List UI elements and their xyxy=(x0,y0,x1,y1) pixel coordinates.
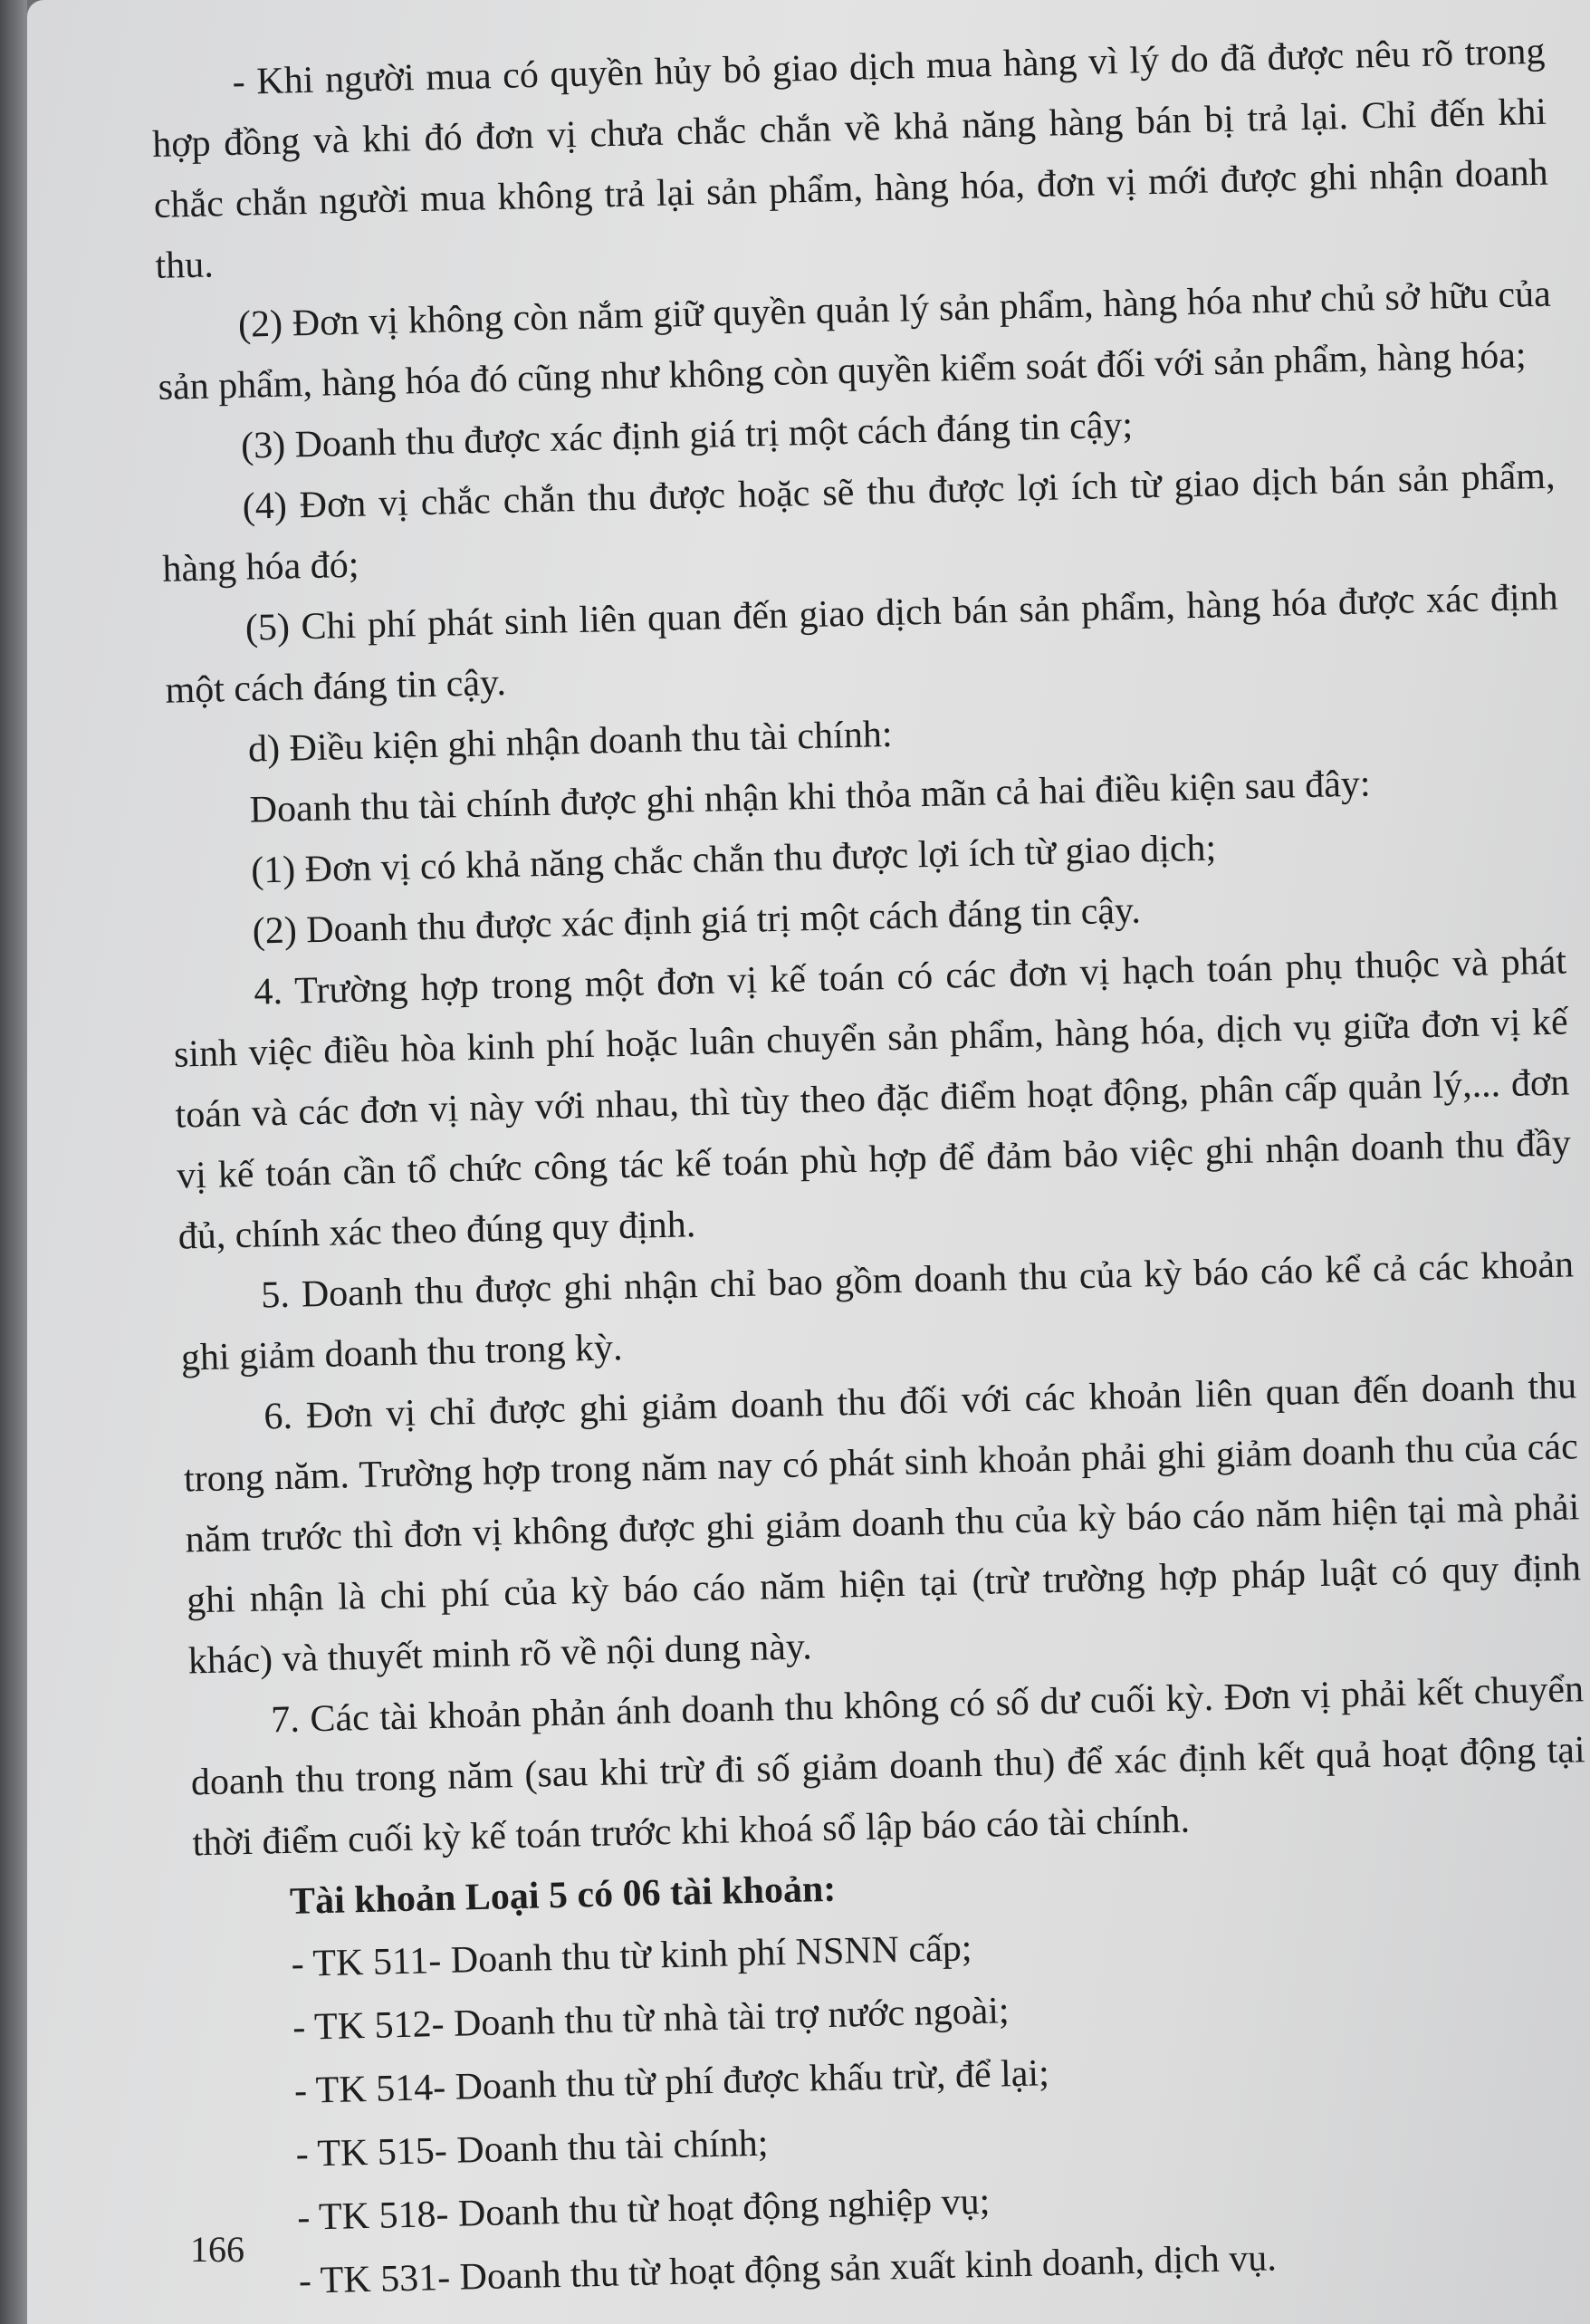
account-item-515: - TK 515- Doanh thu tài chính; xyxy=(295,2122,769,2175)
account-item-531: - TK 531- Doanh thu từ hoạt động sản xuất kinh doanh, dịch vụ. xyxy=(298,2237,1278,2302)
paragraph-financial-revenue-intro: Doanh thu tài chính được ghi nhận khi thỏa mãn cả hai điều kiện sau đây: xyxy=(249,763,1372,831)
account-item-514: - TK 514- Doanh thu từ phí được khấu trừ, để lại; xyxy=(293,2052,1050,2112)
paragraph-item-4: 4. Trường hợp trong một đơn vị kế toán có các đơn vị hạch toán phụ thuộc và phát sinh việc điều hòa kinh phí hoặc luân chuyển sản phẩm, hàng hóa, dịch vụ giữa đơn vị kế toán và các đơn vị này với nhau, thì tùy theo đặc điểm hoạt động, phân cấp quản lý,... đơn vị kế toán cần tổ chức công tác kế toán phù hợp để đảm bảo việc ghi nhận doanh thu đầy đủ, chính xác theo đúng quy định. xyxy=(173,940,1572,1258)
book-page xyxy=(27,0,1590,2324)
paragraph-condition-3: (3) Doanh thu được xác định giá trị một cách đáng tin cậy; xyxy=(240,404,1134,467)
paragraph-condition-5: (5) Chi phí phát sinh liên quan đến giao dịch bán sản phẩm, hàng hóa được xác định một cách đáng tin cậy. xyxy=(165,576,1559,712)
paragraph-buyer-right: - Khi người mua có quyền hủy bỏ giao dịch mua hàng vì lý do đã được nêu rõ trong hợp đồng và khi đó đơn vị chưa chắc chắn về khả năng hàng bán bị trả lại. Chỉ đến khi chắc chắn người mua không trả lại sản phẩm, hàng hóa, đơn vị mới được ghi nhận doanh thu. xyxy=(151,30,1549,287)
paragraph-financial-condition-1: (1) Đơn vị có khả năng chắc chắn thu được lợi ích từ giao dịch; xyxy=(250,827,1217,892)
paragraph-item-7: 7. Các tài khoản phản ánh doanh thu không có số dư cuối kỳ. Đơn vị phải kết chuyển doanh thu trong năm (sau khi trừ đi số giảm doanh thu) để xác định kết quả hoạt động tại thời điểm cuối kỳ kế toán trước khi khoá sổ lập báo cáo tài chính. xyxy=(190,1668,1586,1865)
page-number: 166 xyxy=(190,2229,244,2270)
account-item-512: - TK 512- Doanh thu từ nhà tài trợ nước ngoài; xyxy=(292,1990,1011,2049)
account-item-511: - TK 511- Doanh thu từ kinh phí NSNN cấp; xyxy=(291,1927,972,1985)
accounts-heading: Tài khoản Loại 5 có 06 tài khoản: xyxy=(289,1868,837,1923)
paragraph-item-5: 5. Doanh thu được ghi nhận chỉ bao gồm doanh thu của kỳ báo cáo kể cả các khoản ghi giảm doanh thu trong kỳ. xyxy=(180,1244,1575,1379)
account-item-518: - TK 518- Doanh thu từ hoạt động nghiệp vụ; xyxy=(296,2180,991,2239)
paragraph-condition-2: (2) Đơn vị không còn nắm giữ quyền quản lý sản phẩm, hàng hóa như chủ sở hữu của sản phẩm, hàng hóa đó cũng như không còn quyền kiểm soát đối với sản phẩm, hàng hóa; xyxy=(158,273,1552,408)
page-content xyxy=(150,22,1590,2316)
section-heading-financial-revenue: d) Điều kiện ghi nhận doanh thu tài chính: xyxy=(247,713,893,771)
paragraph-condition-4: (4) Đơn vị chắc chắn thu được hoặc sẽ thu được lợi ích từ giao dịch bán sản phẩm, hàng hóa đó; xyxy=(161,455,1556,591)
accounts-list xyxy=(195,1902,1590,2315)
page-edge-shadow xyxy=(0,0,27,2324)
paragraph-item-6: 6. Đơn vị chỉ được ghi giảm doanh thu đối với các khoản liên quan đến doanh thu trong năm. Trường hợp trong năm nay có phát sinh khoản phải ghi giảm doanh thu của các năm trước thì đơn vị không được ghi giảm doanh thu của kỳ báo cáo năm hiện tại mà phải ghi nhận là chi phí của kỳ báo cáo năm hiện tại (trừ trường hợp pháp luật có quy định khác) và thuyết minh rõ về nội dung này. xyxy=(183,1365,1582,1683)
paragraph-financial-condition-2: (2) Doanh thu được xác định giá trị một cách đáng tin cậy. xyxy=(252,889,1142,953)
